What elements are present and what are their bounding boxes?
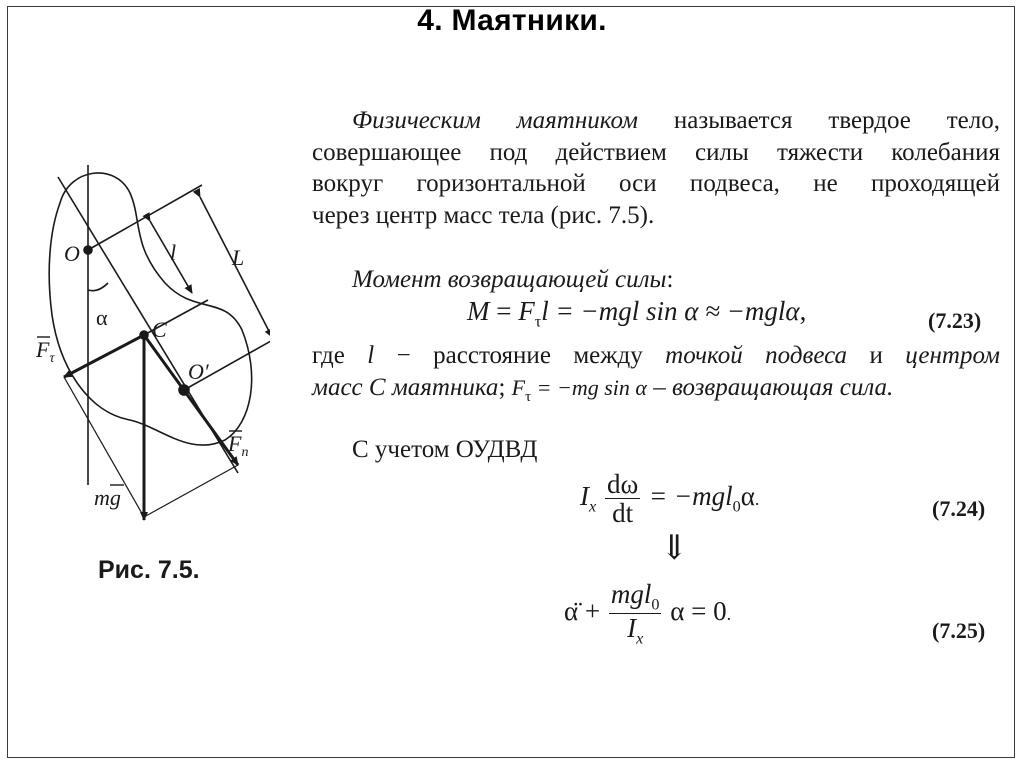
equation-number-7-25: (7.25) [932, 618, 986, 643]
definition-line-2: совершающее под действием силы тяжести колебания [312, 138, 1000, 166]
where-line-1: где l − расстояние между точкой подвеса и центром [312, 342, 1000, 369]
figure-caption: Рис. 7.5. [98, 556, 200, 584]
definition-line-4: через центр масс тела (рис. 7.5). [312, 201, 655, 229]
slide-title: 4. Маятники. [417, 4, 607, 37]
label-C: C [152, 317, 167, 342]
label-L: L [232, 245, 245, 270]
equation-number-7-23: (7.23) [928, 308, 982, 333]
equation-number-7-24: (7.24) [932, 496, 986, 521]
label-O-prime: O′ [188, 359, 209, 384]
oudvd-label: С учетом ОУДВД [352, 436, 538, 463]
label-Ftau: $F_\tau$ [36, 337, 55, 366]
where-paragraph [312, 340, 1000, 413]
definition-line-3: вокруг горизонтальной оси подвеса, не проходящей [312, 170, 1000, 197]
force-Ftau-arrow [64, 335, 144, 377]
dim-guide-O [88, 185, 202, 250]
label-Fn: $F_n$ [228, 431, 249, 460]
parallelogram-edge-2 [144, 465, 238, 517]
equation-7-23: $M = F_\tau l = -mgl$ sin α ≈ −mglα, [467, 296, 807, 331]
equation-7-25: α̈ + $\frac{mgl_0}{I_x}$ α = 0. [564, 579, 732, 648]
force-Fn-arrow [144, 335, 238, 465]
moment-label: Момент возвращающей силы: [352, 266, 674, 293]
implies-arrow: ⇓ [660, 530, 689, 567]
label-mg: mg [94, 485, 121, 510]
label-alpha: α [96, 305, 108, 330]
label-l: l [170, 240, 177, 265]
where-line-2: масс С маятника; $F_\tau = -mg$ sin α – возвращающая сила. [312, 373, 894, 405]
equation-7-24: $I_x$ $\frac{d\omega}{dt}$ = −mgl$_0$α. [580, 469, 760, 529]
angle-alpha-arc [88, 283, 108, 291]
definition-paragraph [312, 105, 1000, 231]
definition-term: Физическим маятником [352, 107, 638, 134]
fraction-domega-dt: $\frac{d\omega}{dt}$ [606, 469, 639, 529]
definition-line-1: Физическим маятником называется твердое тело, [352, 107, 1000, 134]
pendulum-figure [20, 165, 270, 545]
fraction-mgl0-Ix: $\frac{mgl_0}{I_x}$ [610, 579, 660, 648]
label-O: O [64, 241, 80, 266]
